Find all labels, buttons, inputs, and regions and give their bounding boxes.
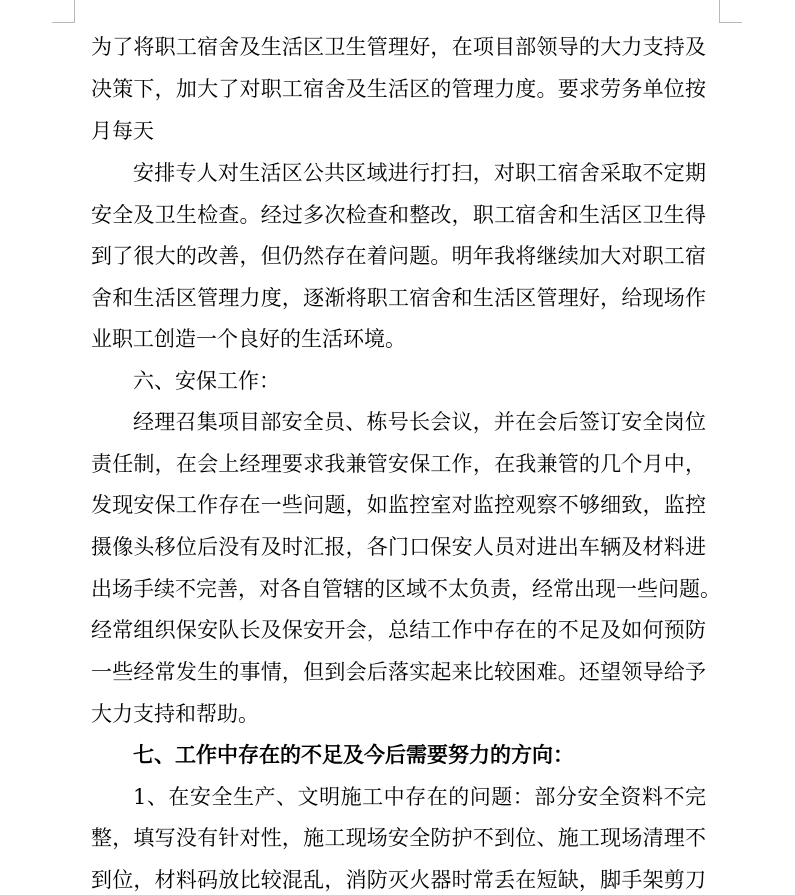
section-heading-6: 六、安保工作： (133, 369, 280, 393)
text-line: 到了很大的改善，但仍然存在着问题。明年我将继续加大对职工宿 (91, 244, 706, 268)
section-heading-7: 七、工作中存在的不足及今后需要努力的方向： (133, 742, 574, 767)
text-line: 出场手续不完善，对各自管辖的区域不太负责，经常出现一些问题。 (91, 577, 721, 601)
top-left-margin-mark (52, 0, 75, 23)
text-line: 经常组织保安队长及保安开会，总结工作中存在的不足及如何预防 (91, 618, 706, 642)
text-line: 安全及卫生检查。经过多次检查和整改，职工宿舍和生活区卫生得 (91, 203, 706, 227)
text-line: 经理召集项目部安全员、栋号长会议，并在会后签订安全岗位 (133, 410, 706, 434)
text-line: 月每天 (91, 119, 154, 143)
text-line: 摄像头移位后没有及时汇报，各门口保安人员对进出车辆及材料进 (91, 535, 706, 559)
top-right-margin-mark (719, 0, 742, 23)
text-line: 1、在安全生产、文明施工中存在的问题：部分安全资料不完 (133, 785, 706, 809)
text-line: 到位，材料码放比较混乱，消防灭火器时常丢在短缺，脚手架剪刀 (91, 868, 706, 892)
text-line: 决策下，加大了对职工宿舍及生活区的管理力度。要求劳务单位按 (91, 77, 706, 101)
text-line: 一些经常发生的事情，但到会后落实起来比较困难。还望领导给予 (91, 660, 706, 684)
text-line: 业职工创造一个良好的生活环境。 (91, 327, 406, 351)
text-line: 责任制，在会上经理要求我兼管安保工作，在我兼管的几个月中， (91, 452, 706, 476)
text-line: 安排专人对生活区公共区域进行打扫，对职工宿舍采取不定期 (133, 161, 706, 185)
text-line: 发现安保工作存在一些问题，如监控室对监控观察不够细致，监控 (91, 493, 706, 517)
text-line: 大力支持和帮助。 (91, 702, 259, 726)
text-line: 整，填写没有针对性，施工现场安全防护不到位、施工现场清理不 (91, 826, 706, 850)
text-line: 为了将职工宿舍及生活区卫生管理好，在项目部领导的大力支持及 (91, 35, 706, 59)
text-line: 舍和生活区管理力度，逐渐将职工宿舍和生活区管理好，给现场作 (91, 286, 706, 310)
